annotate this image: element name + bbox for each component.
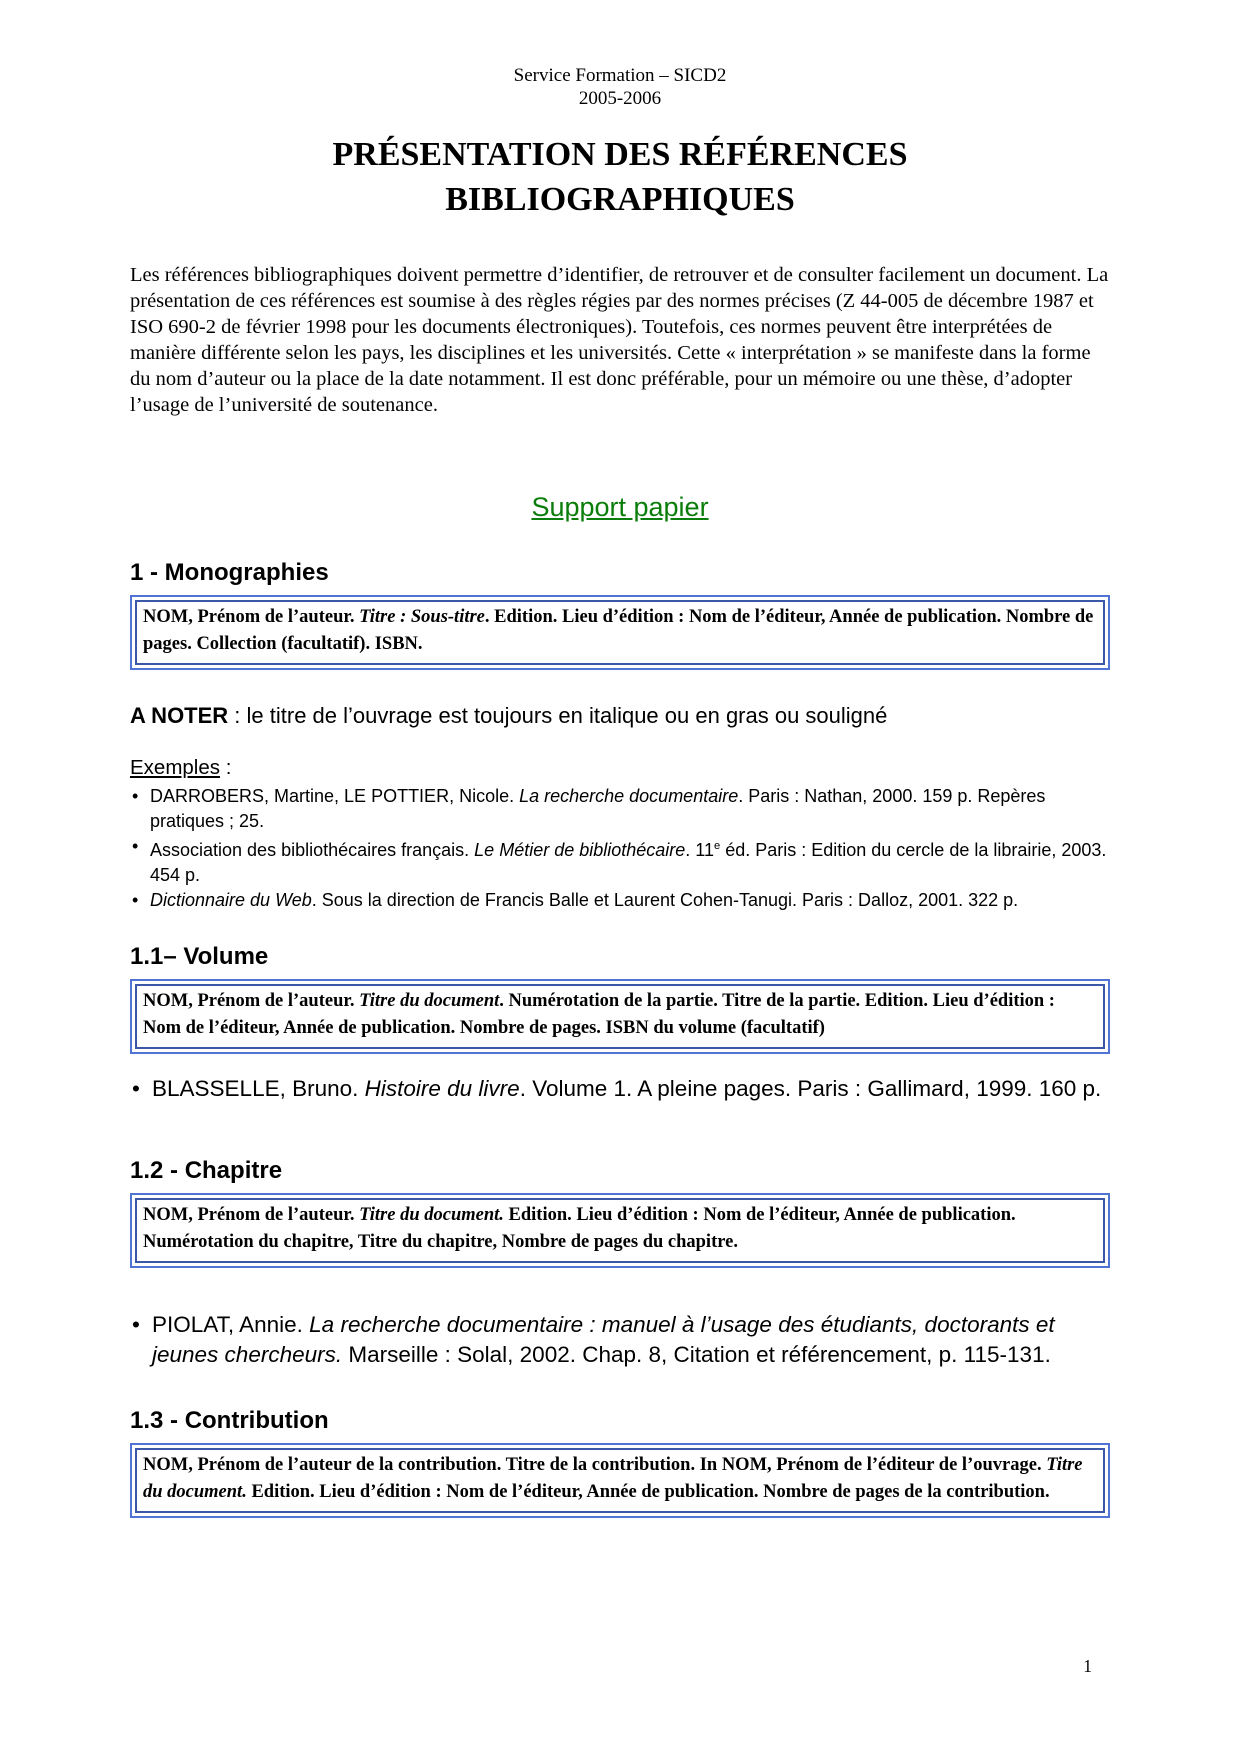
title-line-1: PRÉSENTATION DES RÉFÉRENCES: [332, 136, 908, 173]
heading-volume: 1.1– Volume: [130, 943, 269, 970]
header-year-line: 2005-2006: [578, 88, 662, 109]
example-darrobers: DARROBERS, Martine, LE POTTIER, Nicole. La recherche documentaire. Paris : Nathan, 2000. 159 p. Repères pratiques ; 25.: [150, 786, 1046, 831]
heading-chapitre: 1.2 - Chapitre: [130, 1156, 283, 1184]
page-header: [130, 64, 1110, 110]
format-box-volume-text: NOM, Prénom de l’auteur. Titre du document. Numérotation de la partie. Titre de la partie. Edition. Lieu d’édition : Nom de l’éditeur, Année de publication. Nombre de pages. ISBN du volume (facultatif): [135, 984, 1105, 1049]
list-item: [130, 834, 1110, 888]
header-service-line: Service Formation – SICD2: [513, 65, 727, 86]
page-number: 1: [1083, 1656, 1092, 1676]
title-line-2: BIBLIOGRAPHIQUES: [445, 181, 795, 218]
bullet-icon: •: [132, 1076, 140, 1101]
format-box-monographies: [130, 595, 1110, 670]
format-box-chapitre: [130, 1193, 1110, 1268]
examples-label: Exemples :: [130, 756, 232, 779]
example-blasselle: BLASSELLE, Bruno. Histoire du livre. Volume 1. A pleine pages. Paris : Gallimard, 1999. 160 p.: [152, 1076, 1102, 1101]
format-box-contribution: [130, 1443, 1110, 1518]
format-box-contribution-text: NOM, Prénom de l’auteur de la contribution. Titre de la contribution. In NOM, Prénom de l’éditeur de l’ouvrage. Titre du document. Edition. Lieu d’édition : Nom de l’éditeur, Année de publication. Nombre de pages de la contribution.: [135, 1448, 1105, 1513]
bullet-icon: •: [132, 786, 139, 806]
format-box-volume: [130, 979, 1110, 1054]
list-item: [130, 784, 1110, 834]
example-association: Association des bibliothécaires français. Le Métier de bibliothécaire. 11e éd. Paris : Edition du cercle de la librairie, 2003. 454 p.: [150, 840, 1107, 885]
format-box-chapitre-text: NOM, Prénom de l’auteur. Titre du document. Edition. Lieu d’édition : Nom de l’éditeur, Année de publication. Numérotation du chapitre, Titre du chapitre, Nombre de pages du chapitre.: [135, 1198, 1105, 1263]
list-item: [130, 1074, 1110, 1105]
heading-contribution: 1.3 - Contribution: [130, 1406, 329, 1434]
format-box-monographies-text: NOM, Prénom de l’auteur. Titre : Sous-titre. Edition. Lieu d’édition : Nom de l’éditeur, Année de publication. Nombre de pages. Collection (facultatif). ISBN.: [135, 600, 1105, 665]
document-title: [130, 132, 1110, 222]
list-item: [130, 888, 1110, 913]
support-papier-section: [130, 492, 1110, 523]
list-item: [130, 1310, 1110, 1371]
note-line: A NOTER : le titre de l’ouvrage est toujours en italique ou en gras ou souligné: [130, 703, 888, 728]
heading-monographies: 1 - Monographies: [130, 559, 329, 586]
support-papier-link[interactable]: Support papier: [531, 492, 709, 522]
example-piolat: PIOLAT, Annie. La recherche documentaire : manuel à l’usage des étudiants, doctorants et jeunes chercheurs. Marseille : Solal, 2002. Chap. 8, Citation et référencement, p. 115-131.: [152, 1311, 1055, 1367]
bullet-icon: •: [132, 890, 139, 910]
examples-list-monographies: [130, 784, 1110, 913]
intro-paragraph: Les références bibliographiques doivent permettre d’identifier, de retrouver et de consulter facilement un document. La présentation de ces références est soumise à des règles régies par des normes précises (Z 44-005 de décembre 1987 et ISO 690-2 de février 1998 pour les documents électroniques). Toutefois, ces normes peuvent être interprétées de manière différente selon les pays, les disciplines et les universités. Cette « interprétation » se manifeste dans la forme du nom d’auteur ou la place de la date notamment. Il est donc préférable, pour un mémoire ou une thèse, d’adopter l’usage de l’université de soutenance.: [130, 264, 1109, 416]
bullet-icon: •: [132, 836, 139, 856]
example-dictionnaire: Dictionnaire du Web. Sous la direction de Francis Balle et Laurent Cohen-Tanugi. Paris : Dalloz, 2001. 322 p.: [150, 890, 1019, 910]
bullet-icon: •: [132, 1311, 140, 1337]
